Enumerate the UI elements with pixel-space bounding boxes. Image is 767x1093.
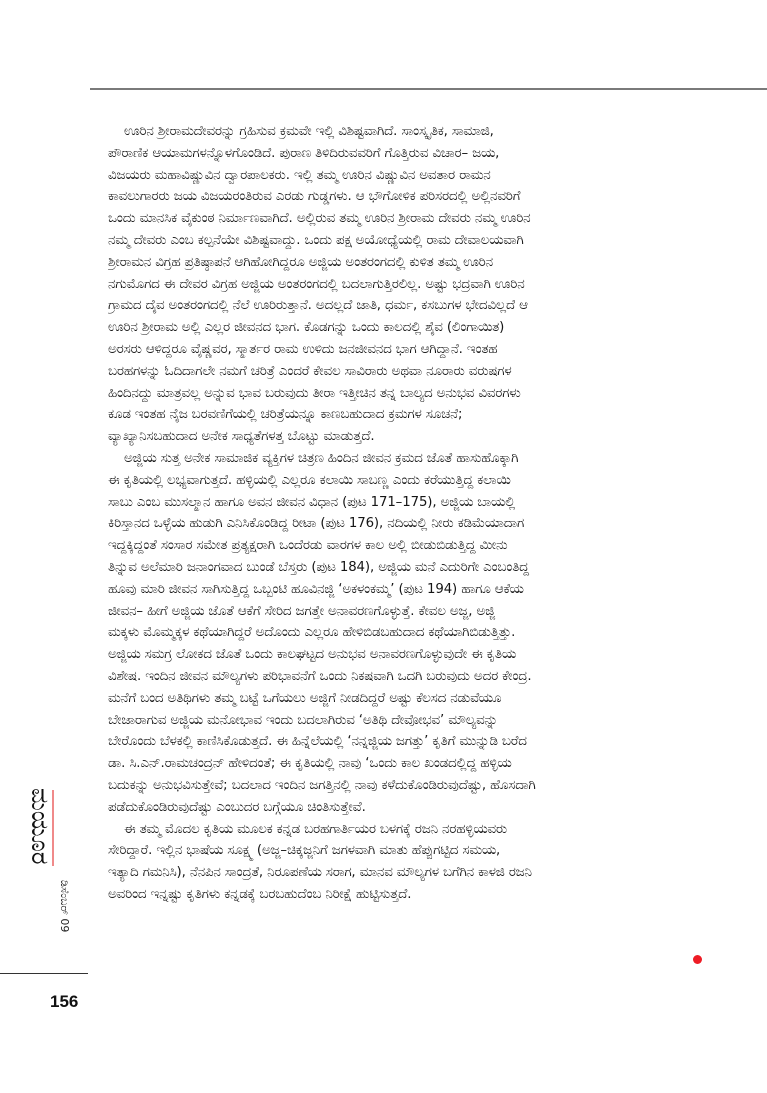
text-line: ಪೌರಾಣಿಕ ಆಯಾಮಗಳನ್ನೊಳಗೊಂಡಿದೆ. ಪುರಾಣ ತಿಳಿದಿರುವವರಿಗೆ ಗೊತ್ತಿರುವ ವಿಚಾರ– ಜಯ, bbox=[108, 145, 500, 161]
text-line: ವಿಶೇಷ. ಇಂದಿನ ಜೀವನ ಮೌಲ್ಯಗಳು ಪರಿಭಾವನೆಗೆ ಒಂದು ನಿಕಷವಾಗಿ ಒದಗಿ ಬರುವುದು ಅದರ ಕೇಂದ್ರ. bbox=[108, 668, 532, 684]
text-line: ಶ್ರೀರಾಮನ ವಿಗ್ರಹ ಪ್ರತಿಷ್ಠಾಪನೆ ಆಗಿಹೋಗಿದ್ದರೂ ಅಜ್ಜಿಯ ಅಂತರಂಗದಲ್ಲಿ ಕುಳಿತ ತಮ್ಮ ಊರಿನ bbox=[108, 254, 493, 270]
text-line: ನಗುಮೊಗದ ಈ ದೇವರ ವಿಗ್ರಹ ಅಜ್ಜಿಯ ಅಂತರಂಗದಲ್ಲಿ ಬದಲಾಗುತ್ತಿರಲಿಲ್ಲ. ಅಷ್ಟು ಭದ್ರವಾಗಿ ಊರಿನ bbox=[108, 276, 525, 292]
text-line: ಬರಹಗಳನ್ನು ಓದಿದಾಗಲೇ ನಮಗೆ ಚರಿತ್ರೆ ಎಂದರೆ ಕೇವಲ ಸಾವಿರಾರು ಅಥವಾ ನೂರಾರು ವರುಷಗಳ bbox=[108, 363, 512, 379]
text-line: ಹೂವು ಮಾರಿ ಜೀವನ ಸಾಗಿಸುತ್ತಿದ್ದ ಒಬ್ಬಂಟಿ ಹೂವಿನಜ್ಜಿ ‘ಅಕಳಂಕಮ್ಮ’ (ಪುಟ 194) ಹಾಗೂ ಆಕೆಯ bbox=[108, 581, 524, 597]
text-line: ಕಿರಿಸ್ತಾನದ ಒಳ್ಳೆಯ ಹುಡುಗಿ ಎನಿಸಿಕೊಂಡಿದ್ದ ರೀಟಾ (ಪುಟ 176), ನದಿಯಲ್ಲಿ ನೀರು ಕಡಿಮೆಯಾದಾಗ bbox=[108, 516, 525, 532]
issue-label: ಡಿಸೆಂಬರ್ 09 bbox=[58, 880, 71, 933]
text-line: ವಿಜಯರು ಮಹಾವಿಷ್ಣುವಿನ ದ್ವಾರಪಾಲಕರು. ಇಲ್ಲಿ ತಮ್ಮ ಊರಿನ ವಿಷ್ಣುವಿನ ಅವತಾರ ರಾಮನ bbox=[108, 167, 491, 183]
text-line: ಡಾ. ಸಿ.ಎನ್.ರಾಮಚಂದ್ರನ್ ಹೇಳಿದಂತೆ; ಈ ಕೃತಿಯಲ್ಲಿ ನಾವು ‘ಒಂದು ಕಾಲ ಖಂಡದಲ್ಲಿದ್ದ ಹಳ್ಳಿಯ bbox=[108, 756, 512, 772]
page-number: 156 bbox=[50, 992, 79, 1011]
text-line: ತಿನ್ನುವ ಅಲೆಮಾರಿ ಜನಾಂಗವಾದ ಬುಂಡೆ ಬೆಸ್ತರು (ಪುಟ 184), ಅಜ್ಜಿಯ ಮನೆ ಎದುರಿಗೇ ಎಂಬಂತಿದ್ದ bbox=[108, 559, 529, 575]
text-line: ಕೂಡ ಇಂತಹ ನೈಜ ಬರವಣಿಗೆಯಲ್ಲಿ ಚರಿತ್ರೆಯನ್ನೂ ಕಾಣಬಹುದಾದ ಕ್ರಮಗಳ ಸೂಚನೆ; bbox=[108, 407, 463, 423]
text-line: ಗ್ರಾಮದ ದೈವ ಅಂತರಂಗದಲ್ಲಿ ನೆಲೆ ಊರಿರುತ್ತಾನೆ. ಅದಲ್ಲದೆ ಜಾತಿ, ಧರ್ಮ, ಕಸಬುಗಳ ಭೇದವಿಲ್ಲದೆ ಆ bbox=[108, 298, 528, 314]
text-line: ಬದುಕನ್ನು ಅನುಭವಿಸುತ್ತೇವೆ; ಬದಲಾದ ಇಂದಿನ ಜಗತ್ತಿನಲ್ಲಿ ನಾವು ಕಳೆದುಕೊಂಡಿರುವುದೆಷ್ಟು, ಹೊಸದಾಗಿ bbox=[108, 777, 536, 793]
text-line: ಅರಸರು ಆಳಿದ್ದರೂ ವೈಷ್ಣವರ, ಸ್ಮಾರ್ತರ ರಾಮ ಉಳಿದು ಜನಜೀವನದ ಭಾಗ ಆಗಿದ್ದಾನೆ. ಇಂತಹ bbox=[108, 341, 498, 357]
text-line: ಇತ್ಯಾದಿ ಗಮನಿಸಿ), ನೆನಪಿನ ಸಾಂದ್ರತೆ, ನಿರೂಪಣೆಯ ಸರಾಗ, ಮಾನವ ಮೌಲ್ಯಗಳ ಬಗೆಗಿನ ಕಾಳಜಿ ರಜನಿ bbox=[108, 865, 532, 881]
text-line: ಮನೆಗೆ ಬಂದ ಅತಿಥಿಗಳು ತಮ್ಮ ಬಟ್ಟೆ ಒಗೆಯಲು ಅಜ್ಜಿಗೆ ನೀಡದಿದ್ದರೆ ಅಷ್ಟು ಕೆಲಸದ ನಡುವೆಯೂ bbox=[108, 690, 502, 706]
text-line: ಊರಿನ ಶ್ರೀರಾಮದೇವರನ್ನು ಗ್ರಹಿಸುವ ಕ್ರಮವೇ ಇಲ್ಲಿ ವಿಶಿಷ್ಟವಾಗಿದೆ. ಸಾಂಸ್ಕೃತಿಕ, ಸಾಮಾಜಿ, bbox=[124, 124, 494, 139]
text-line: ಬೇಜಾರಾಗುವ ಅಜ್ಜಿಯ ಮನೋಭಾವ ಇಂದು ಬದಲಾಗಿರುವ ‘ಅತಿಥಿ ದೇವೋಭವ’ ಮೌಲ್ಯವನ್ನು bbox=[108, 712, 498, 728]
text-line: ಹಿಂದಿನದ್ದು ಮಾತ್ರವಲ್ಲ ಅನ್ನುವ ಭಾವ ಬರುವುದು ತೀರಾ ಇತ್ತೀಚಿನ ತನ್ನ ಬಾಲ್ಯದ ಅನುಭವ ವಿವರಗಳು bbox=[108, 385, 521, 401]
text-line: ಸೇರಿದ್ದಾರೆ. ಇಲ್ಲಿನ ಭಾಷೆಯ ಸೂಕ್ಷ್ಮ (ಅಜ್ಜ–ಚಿಕ್ಕಜ್ಜನಿಗೆ ಜಗಳವಾಗಿ ಮಾತು ಹೆಪ್ಪುಗಟ್ಟಿದ ಸಮಯ, bbox=[108, 843, 501, 859]
text-line: ಬೇರೊಂದು ಬೆಳಕಲ್ಲಿ ಕಾಣಿಸಿಕೊಡುತ್ತದೆ. ಈ ಹಿನ್ನೆಲೆಯಲ್ಲಿ ‘ನನ್ನಜ್ಜಿಯ ಜಗತ್ತು’ ಕೃತಿಗೆ ಮುನ್ನುಡಿ ಬರೆದ bbox=[108, 734, 527, 750]
text-line: ಅಜ್ಜಿಯ ಸಮಗ್ರ ಲೋಕದ ಜೊತೆ ಒಂದು ಕಾಲಘಟ್ಟದ ಅನುಭವ ಅನಾವರಣಗೊಳ್ಳುವುದೇ ಈ ಕೃತಿಯ bbox=[108, 647, 517, 663]
text-line: ಸಾಬು ಎಂಬ ಮುಸಲ್ಮಾನ ಹಾಗೂ ಅವನ ಜೀವನ ವಿಧಾನ (ಪುಟ 171–175), ಅಜ್ಜಿಯ ಬಾಯಲ್ಲಿ bbox=[108, 494, 516, 510]
footer-rule bbox=[0, 973, 88, 974]
text-line: ಈ ಕೃತಿಯಲ್ಲಿ ಲಭ್ಯವಾಗುತ್ತದೆ. ಹಳ್ಳಿಯಲ್ಲಿ ಎಲ್ಲರೂ ಕಲಾಯಿ ಸಾಬಣ್ಣ ಎಂದು ಕರೆಯುತ್ತಿದ್ದ ಕಲಾಯಿ bbox=[108, 472, 511, 488]
text-line: ಪಡೆದುಕೊಂಡಿರುವುದೆಷ್ಟು ಎಂಬುದರ ಬಗ್ಗೆಯೂ ಚಿಂತಿಸುತ್ತೇವೆ. bbox=[108, 799, 366, 815]
article-body bbox=[108, 121, 668, 906]
text-line: ಅವರಿಂದ ಇನ್ನಷ್ಟು ಕೃತಿಗಳು ಕನ್ನಡಕ್ಕೆ ಬರಬಹುದೆಂಬ ನಿರೀಕ್ಷೆ ಹುಟ್ಟಿಸುತ್ತದೆ. bbox=[108, 886, 412, 902]
header-rule bbox=[90, 88, 767, 90]
text-line: ಒಂದು ಮಾನಸಿಕ ವೈಕುಂಠ ನಿರ್ಮಾಣವಾಗಿದೆ. ಅಲ್ಲಿರುವ ತಮ್ಮ ಊರಿನ ಶ್ರೀರಾಮ ದೇವರು ನಮ್ಮ ಊರಿನ bbox=[108, 211, 531, 227]
text-line: ನಮ್ಮ ದೇವರು ಎಂಬ ಕಲ್ಪನೆಯೇ ವಿಶಿಷ್ಟವಾದ್ದು. ಒಂದು ಪಕ್ಷ ಅಯೋಧ್ಯೆಯಲ್ಲಿ ರಾಮ ದೇವಾಲಯವಾಗಿ bbox=[108, 232, 524, 248]
text-line: ಅಜ್ಜಿಯ ಸುತ್ತ ಅನೇಕ ಸಾಮಾಜಿಕ ವ್ಯಕ್ತಿಗಳ ಚಿತ್ರಣ ಹಿಂದಿನ ಜೀವನ ಕ್ರಮದ ಜೊತೆ ಹಾಸುಹೊಕ್ಕಾಗಿ bbox=[124, 450, 519, 466]
text-line: ಇದ್ದಕ್ಕಿದ್ದಂತೆ ಸಂಸಾರ ಸಮೇತ ಪ್ರತ್ಯಕ್ಷರಾಗಿ ಒಂದೆರಡು ವಾರಗಳ ಕಾಲ ಅಲ್ಲಿ ಬೀಡುಬಿಡುತ್ತಿದ್ದ ಮೀನು bbox=[108, 538, 508, 554]
end-mark-dot bbox=[693, 955, 702, 964]
text-line: ವ್ಯಾಖ್ಯಾನಿಸಬಹುದಾದ ಅನೇಕ ಸಾಧ್ಯತೆಗಳತ್ತ ಬೊಟ್ಟು ಮಾಡುತ್ತದೆ. bbox=[108, 429, 375, 445]
magazine-logo: ಮಯೂರ bbox=[26, 788, 54, 865]
text-line: ಮಕ್ಕಳು ಮೊಮ್ಮಕ್ಕಳ ಕಥೆಯಾಗಿದ್ದರೆ ಅದೊಂದು ಎಲ್ಲರೂ ಹೇಳಿಬಿಡಬಹುದಾದ ಕಥೆಯಾಗಿಬಿಡುತ್ತಿತ್ತು. bbox=[108, 625, 516, 641]
text-line: ಊರಿನ ಶ್ರೀರಾಮ ಅಲ್ಲಿ ಎಲ್ಲರ ಜೀವನದ ಭಾಗ. ಕೊಡಗನ್ನು ಒಂದು ಕಾಲದಲ್ಲಿ ಶೈವ (ಲಿಂಗಾಯಿತ) bbox=[108, 320, 505, 336]
text-line: ಜೀವನ– ಹೀಗೆ ಅಜ್ಜಿಯ ಜೊತೆ ಆಕೆಗೆ ಸೇರಿದ ಜಗತ್ತೇ ಅನಾವರಣಗೊಳ್ಳುತ್ತೆ. ಕೇವಲ ಅಜ್ಜ, ಅಜ್ಜಿ bbox=[108, 603, 495, 619]
text-line: ಈ ತಮ್ಮ ಮೊದಲ ಕೃತಿಯ ಮೂಲಕ ಕನ್ನಡ ಬರಹಗಾರ್ತಿಯರ ಬಳಗಕ್ಕೆ ರಜನಿ ನರಹಳ್ಳಿಯವರು bbox=[124, 821, 508, 837]
text-line: ಕಾವಲುಗಾರರು ಜಯ ವಿಜಯರಂತಿರುವ ಎರಡು ಗುಡ್ಡಗಳು. ಆ ಭೌಗೋಳಿಕ ಪರಿಸರದಲ್ಲಿ ಅಲ್ಲಿನವರಿಗೆ bbox=[108, 189, 521, 205]
